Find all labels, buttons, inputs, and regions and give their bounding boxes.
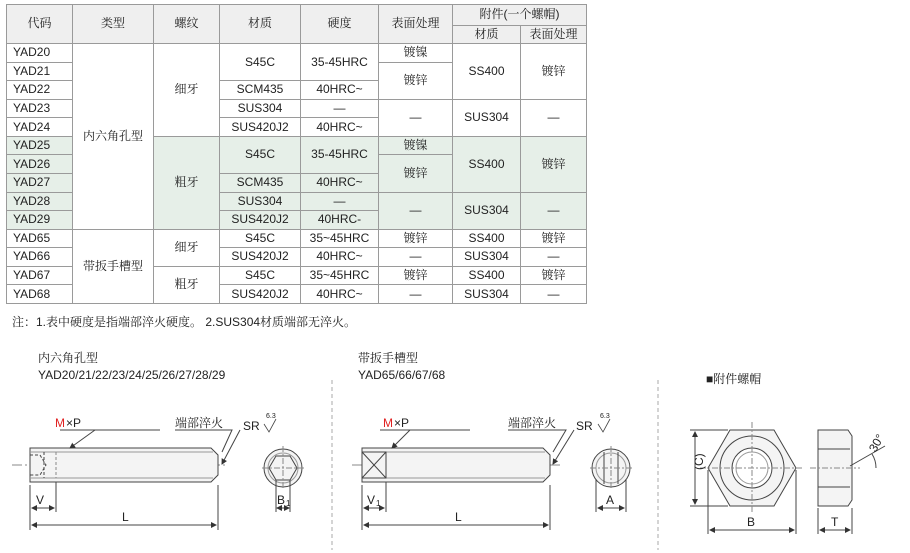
- thread-cell: 粗牙: [154, 136, 220, 229]
- hex-type-title: 内六角孔型: [38, 351, 99, 365]
- nut-angle-label: 30°: [865, 431, 888, 455]
- header-material: 材质: [220, 5, 301, 44]
- acc-material-cell: SS400: [453, 266, 521, 285]
- header-accessory: 附件(一个螺帽): [453, 5, 587, 26]
- table-row-code: YAD27: [7, 173, 73, 192]
- material-cell: SUS304: [220, 192, 301, 211]
- slot-m-label: M: [383, 416, 393, 430]
- acc-material-cell: SUS304: [453, 285, 521, 304]
- header-code: 代码: [7, 5, 73, 44]
- material-cell: SUS420J2: [220, 211, 301, 230]
- material-cell: S45C: [220, 136, 301, 173]
- type-cell: 带扳手槽型: [73, 229, 154, 303]
- acc-material-cell: SUS304: [453, 192, 521, 229]
- table-row-code: YAD26: [7, 155, 73, 174]
- slot-l-label: L: [455, 510, 462, 524]
- hex-b-label: B: [277, 493, 286, 507]
- acc-material-cell: SS400: [453, 44, 521, 100]
- hardness-cell: 40HRC~: [301, 118, 379, 137]
- hardness-cell: 35~45HRC: [301, 266, 379, 285]
- surface-cell: 镀锌: [379, 266, 453, 285]
- table-row-code: YAD28: [7, 192, 73, 211]
- hex-l-label: L: [122, 510, 129, 524]
- header-hardness: 硬度: [301, 5, 379, 44]
- table-row-code: YAD24: [7, 118, 73, 137]
- table-row-code: YAD20: [7, 44, 73, 63]
- slot-screw-side-view: [352, 430, 574, 530]
- hex-type-codes: YAD20/21/22/23/24/25/26/27/28/29: [38, 368, 226, 382]
- acc-material-cell: SUS304: [453, 248, 521, 267]
- surface-cell: —: [379, 99, 453, 136]
- material-cell: SCM435: [220, 173, 301, 192]
- hardness-cell: —: [301, 192, 379, 211]
- table-row-code: YAD68: [7, 285, 73, 304]
- header-acc-surface: 表面处理: [521, 25, 587, 44]
- slot-rough-label: 6.3: [600, 413, 610, 420]
- table-note: 注：1.表中硬度是指端部淬火硬度。 2.SUS304材质端部无淬火。: [12, 315, 357, 329]
- acc-surface-cell: —: [521, 285, 587, 304]
- slot-a-label: A: [606, 493, 615, 507]
- acc-material-cell: SUS304: [453, 99, 521, 136]
- slot-p-label: ×P: [394, 416, 410, 430]
- slot-type-title: 带扳手槽型: [358, 351, 419, 365]
- hex-b-sub: 1: [286, 499, 291, 508]
- thread-cell: 粗牙: [154, 266, 220, 303]
- thread-cell: 细牙: [154, 44, 220, 137]
- slot-end-label: 端部淬火: [508, 416, 557, 430]
- material-cell: SUS304: [220, 99, 301, 118]
- acc-material-cell: SS400: [453, 229, 521, 248]
- roughness-icon: [598, 419, 610, 432]
- nut-title: ■附件螺帽: [706, 372, 762, 386]
- hardness-cell: 35-45HRC: [301, 44, 379, 81]
- material-cell: S45C: [220, 266, 301, 285]
- nut-b-label: B: [747, 515, 756, 529]
- nut-c-label: (C): [692, 453, 706, 470]
- hardness-cell: 40HRC~: [301, 248, 379, 267]
- hardness-cell: —: [301, 99, 379, 118]
- material-cell: S45C: [220, 229, 301, 248]
- acc-material-cell: SS400: [453, 136, 521, 192]
- hardness-cell: 40HRC~: [301, 173, 379, 192]
- surface-cell: —: [379, 285, 453, 304]
- surface-cell: 镀锌: [379, 155, 453, 192]
- type-cell: 内六角孔型: [73, 44, 154, 229]
- table-row-code: YAD22: [7, 81, 73, 100]
- hardness-cell: 40HRC-: [301, 211, 379, 230]
- material-cell: SUS420J2: [220, 248, 301, 267]
- hex-rough-label: 6.3: [266, 413, 276, 420]
- table-row-code: YAD67: [7, 266, 73, 285]
- roughness-icon: [264, 419, 276, 432]
- surface-cell: —: [379, 248, 453, 267]
- acc-surface-cell: 镀锌: [521, 229, 587, 248]
- thread-cell: 细牙: [154, 229, 220, 266]
- slot-v-label: V: [367, 493, 376, 507]
- header-thread: 螺纹: [154, 5, 220, 44]
- surface-cell: 镀锌: [379, 229, 453, 248]
- nut-t-label: T: [831, 515, 839, 529]
- table-row-code: YAD23: [7, 99, 73, 118]
- surface-cell: 镀镍: [379, 136, 453, 155]
- table-row-code: YAD21: [7, 62, 73, 81]
- material-cell: SUS420J2: [220, 118, 301, 137]
- table-row-code: YAD29: [7, 211, 73, 230]
- table-row-code: YAD65: [7, 229, 73, 248]
- header-type: 类型: [73, 5, 154, 44]
- hex-sr-label: SR: [243, 419, 260, 433]
- hex-end-label: 端部淬火: [175, 416, 224, 430]
- slot-v-sub: 1: [376, 499, 381, 508]
- material-cell: SUS420J2: [220, 285, 301, 304]
- slot-sr-label: SR: [576, 419, 593, 433]
- surface-cell: —: [379, 192, 453, 229]
- hardness-cell: 40HRC~: [301, 81, 379, 100]
- header-acc-material: 材质: [453, 25, 521, 44]
- surface-cell: 镀锌: [379, 62, 453, 99]
- slot-type-codes: YAD65/66/67/68: [358, 368, 446, 382]
- hex-p-label: ×P: [66, 416, 82, 430]
- hardness-cell: 35~45HRC: [301, 229, 379, 248]
- acc-surface-cell: —: [521, 248, 587, 267]
- hex-m-label: M: [55, 416, 65, 430]
- hardness-cell: 40HRC~: [301, 285, 379, 304]
- acc-surface-cell: 镀锌: [521, 136, 587, 192]
- acc-surface-cell: —: [521, 192, 587, 229]
- table-row-code: YAD25: [7, 136, 73, 155]
- material-cell: S45C: [220, 44, 301, 81]
- table-row-code: YAD66: [7, 248, 73, 267]
- hardness-cell: 35-45HRC: [301, 136, 379, 173]
- acc-surface-cell: 镀锌: [521, 44, 587, 100]
- material-cell: SCM435: [220, 81, 301, 100]
- surface-cell: 镀镍: [379, 44, 453, 63]
- acc-surface-cell: —: [521, 99, 587, 136]
- hex-v-label: V: [36, 493, 45, 507]
- acc-surface-cell: 镀锌: [521, 266, 587, 285]
- header-surface: 表面处理: [379, 5, 453, 44]
